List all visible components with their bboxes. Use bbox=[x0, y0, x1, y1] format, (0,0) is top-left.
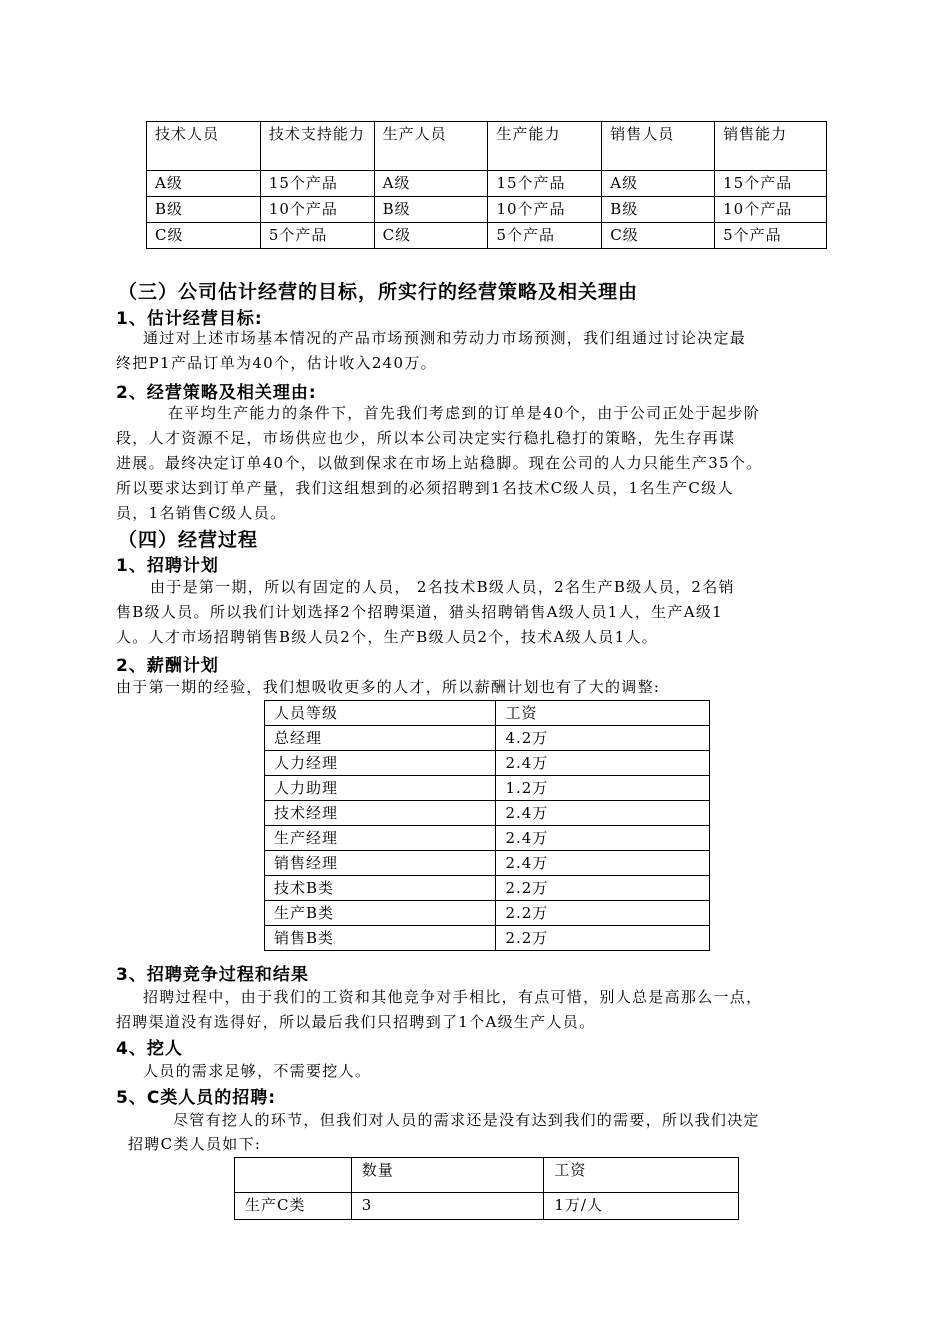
table-cell: C级 bbox=[602, 223, 715, 249]
table-row bbox=[265, 826, 710, 851]
sub-heading-strategy: 2、经营策略及相关理由: bbox=[116, 383, 317, 403]
table-cell: 2.4万 bbox=[496, 826, 710, 851]
header-cell: 销售能力 bbox=[715, 122, 827, 171]
table-cell: 人力助理 bbox=[265, 776, 496, 801]
header-cell: 工资 bbox=[496, 701, 710, 726]
table-row bbox=[265, 726, 710, 751]
table-cell: 技术B类 bbox=[265, 876, 496, 901]
table-cell: 生产C类 bbox=[235, 1193, 352, 1220]
table-cell: 15个产品 bbox=[260, 171, 374, 197]
paragraph-line: 人员的需求足够，不需要挖人。 bbox=[143, 1062, 372, 1080]
paragraph-line: 员，1名销售C级人员。 bbox=[116, 504, 287, 522]
header-cell: 工资 bbox=[544, 1158, 739, 1193]
table-cell: 技术经理 bbox=[265, 801, 496, 826]
table-row bbox=[265, 751, 710, 776]
table-cell: 2.4万 bbox=[496, 851, 710, 876]
header-cell bbox=[235, 1158, 352, 1193]
table-row bbox=[265, 876, 710, 901]
table-row bbox=[265, 851, 710, 876]
table-row bbox=[265, 776, 710, 801]
sub-heading-recruitment-result: 3、招聘竞争过程和结果 bbox=[116, 965, 309, 985]
table-cell: 5个产品 bbox=[488, 223, 602, 249]
paragraph-line: 段，人才资源不足，市场供应也少，所以本公司决定实行稳扎稳打的策略，先生存再谋 bbox=[116, 429, 736, 447]
table-cell: 销售经理 bbox=[265, 851, 496, 876]
paragraph-line: 通过对上述市场基本情况的产品市场预测和劳动力市场预测，我们组通过讨论决定最 bbox=[143, 329, 747, 347]
table-cell: 4.2万 bbox=[496, 726, 710, 751]
table-cell: 10个产品 bbox=[715, 197, 827, 223]
paragraph-line: 由于是第一期，所以有固定的人员， 2名技术B级人员，2名生产B级人员，2名销 bbox=[150, 578, 735, 596]
table-cell: 10个产品 bbox=[260, 197, 374, 223]
table-cell: 2.2万 bbox=[496, 926, 710, 951]
table-cell: 人力经理 bbox=[265, 751, 496, 776]
table-cell: B级 bbox=[374, 197, 488, 223]
sub-heading-business-goal: 1、估计经营目标: bbox=[116, 309, 263, 329]
table-header-row bbox=[147, 122, 827, 171]
table-cell: 2.4万 bbox=[496, 801, 710, 826]
table-cell: 生产经理 bbox=[265, 826, 496, 851]
table-cell: 2.2万 bbox=[496, 876, 710, 901]
table-cell: 2.2万 bbox=[496, 901, 710, 926]
table-cell: 5个产品 bbox=[260, 223, 374, 249]
paragraph-line: 尽管有挖人的环节，但我们对人员的需求还是没有达到我们的需要，所以我们决定 bbox=[173, 1111, 760, 1129]
paragraph-line: 终把P1产品订单为40个，估计收入240万。 bbox=[116, 354, 437, 372]
table-cell: 销售B类 bbox=[265, 926, 496, 951]
paragraph-line: 招聘过程中，由于我们的工资和其他竞争对手相比，有点可惜，别人总是高那么一点， bbox=[143, 988, 763, 1006]
header-cell: 数量 bbox=[351, 1158, 544, 1193]
table-cell: 总经理 bbox=[265, 726, 496, 751]
table-header-row bbox=[235, 1158, 739, 1193]
header-cell: 技术支持能力 bbox=[260, 122, 374, 171]
section-4-heading: （四）经营过程 bbox=[118, 529, 259, 551]
table-row bbox=[265, 801, 710, 826]
table-row bbox=[235, 1193, 739, 1220]
paragraph-line: 招聘C类人员如下: bbox=[128, 1135, 262, 1153]
sub-heading-c-class-recruitment: 5、C类人员的招聘: bbox=[116, 1088, 277, 1108]
table-cell: 10个产品 bbox=[488, 197, 602, 223]
paragraph-line: 所以要求达到订单产量，我们这组想到的必须招聘到1名技术C级人员，1名生产C级人 bbox=[116, 479, 734, 497]
table-row bbox=[265, 926, 710, 951]
table-cell: 15个产品 bbox=[488, 171, 602, 197]
table-cell: A级 bbox=[147, 171, 261, 197]
section-3-heading: （三）公司估计经营的目标，所实行的经营策略及相关理由 bbox=[118, 281, 639, 303]
table-cell: A级 bbox=[374, 171, 488, 197]
paragraph-line: 进展。最终决定订单40个，以做到保求在市场上站稳脚。现在公司的人力只能生产35个。 bbox=[116, 454, 763, 472]
paragraph-line: 招聘渠道没有选得好，所以最后我们只招聘到了1个A级生产人员。 bbox=[116, 1013, 596, 1031]
table-cell: A级 bbox=[602, 171, 715, 197]
header-cell: 技术人员 bbox=[147, 122, 261, 171]
paragraph-line: 人。人才市场招聘销售B级人员2个，生产B级人员2个，技术A级人员1人。 bbox=[116, 628, 659, 646]
table-cell: 5个产品 bbox=[715, 223, 827, 249]
table-cell: B级 bbox=[602, 197, 715, 223]
table-row bbox=[147, 223, 827, 249]
table-header-row bbox=[265, 701, 710, 726]
table-cell: 1万/人 bbox=[544, 1193, 739, 1220]
table-cell: 3 bbox=[351, 1193, 544, 1220]
table-cell: 2.4万 bbox=[496, 751, 710, 776]
paragraph-line: 在平均生产能力的条件下，首先我们考虑到的订单是40个，由于公司正处于起步阶 bbox=[168, 404, 761, 422]
table-cell: C级 bbox=[147, 223, 261, 249]
table-row bbox=[147, 171, 827, 197]
sub-heading-recruitment-plan: 1、招聘计划 bbox=[116, 556, 219, 576]
c-class-hiring-table bbox=[234, 1157, 739, 1220]
table-cell: 生产B类 bbox=[265, 901, 496, 926]
table-cell: B级 bbox=[147, 197, 261, 223]
header-cell: 人员等级 bbox=[265, 701, 496, 726]
header-cell: 生产能力 bbox=[488, 122, 602, 171]
table-cell: 15个产品 bbox=[715, 171, 827, 197]
paragraph-line: 由于第一期的经验，我们想吸收更多的人才，所以薪酬计划也有了大的调整: bbox=[116, 678, 661, 696]
table-row bbox=[265, 901, 710, 926]
salary-table bbox=[264, 700, 710, 951]
header-cell: 销售人员 bbox=[602, 122, 715, 171]
sub-heading-poaching: 4、挖人 bbox=[116, 1039, 183, 1059]
table-cell: 1.2万 bbox=[496, 776, 710, 801]
table-row bbox=[147, 197, 827, 223]
paragraph-line: 售B级人员。所以我们计划选择2个招聘渠道，猎头招聘销售A级人员1人，生产A级1 bbox=[116, 603, 724, 621]
header-cell: 生产人员 bbox=[374, 122, 488, 171]
table-cell: C级 bbox=[374, 223, 488, 249]
sub-heading-salary-plan: 2、薪酬计划 bbox=[116, 656, 219, 676]
staff-capability-table bbox=[146, 121, 827, 249]
